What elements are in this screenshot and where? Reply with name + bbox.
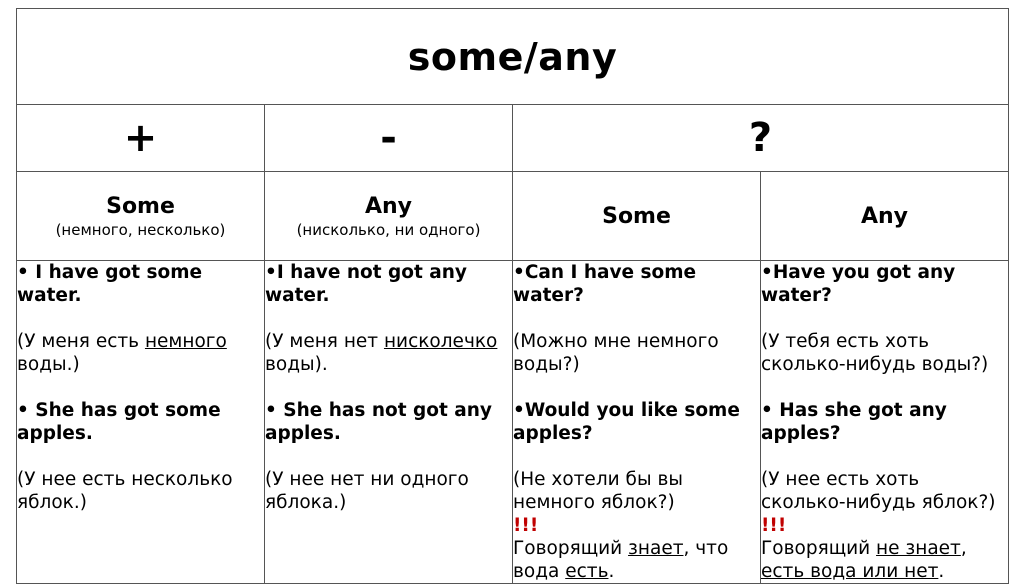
header-translation: (нисколько, ни одного) xyxy=(296,220,481,239)
example-1: •I have not got any water. xyxy=(265,262,467,306)
attention-mark: !!! xyxy=(761,515,787,536)
question-cell xyxy=(513,105,1009,172)
question-sign: ? xyxy=(748,115,773,161)
header-word: Any xyxy=(860,203,909,229)
minus-cell xyxy=(265,105,513,172)
translation-2: (У нее есть хоть сколько-нибудь яблок?) xyxy=(761,469,996,513)
example-1: •Have you got any water? xyxy=(761,262,956,306)
col3-examples xyxy=(513,261,761,584)
example-2: •Would you like some apples? xyxy=(513,400,740,444)
example-2: • She has not got any apples. xyxy=(265,400,492,444)
attention-mark: !!! xyxy=(513,515,539,536)
translation-1: (У меня есть немного воды.) xyxy=(17,331,227,375)
translation-2: (Не хотели бы вы немного яблок?) xyxy=(513,469,683,513)
translation-2: (У нее нет ни одного яблока.) xyxy=(265,469,469,513)
header-any-question xyxy=(761,172,1009,261)
speaker-note: Говорящий не знает, есть вода или нет. xyxy=(761,538,967,582)
plus-cell xyxy=(17,105,265,172)
example-2: • She has got some apples. xyxy=(17,400,221,444)
speaker-note: Говорящий знает, что вода есть. xyxy=(513,538,729,582)
header-word: Any xyxy=(364,193,413,219)
translation-1: (У меня нет нисколечко воды). xyxy=(265,331,498,375)
translation-1: (Можно мне немного воды?) xyxy=(513,331,719,375)
page-title: some/any xyxy=(407,34,618,79)
header-translation: (немного, несколько) xyxy=(55,220,226,239)
example-1: •Can I have some water? xyxy=(513,262,697,306)
title-row xyxy=(17,9,1009,105)
minus-sign: - xyxy=(380,115,397,161)
header-any-negative xyxy=(265,172,513,261)
plus-sign: + xyxy=(123,115,158,161)
col2-examples xyxy=(265,261,513,584)
header-word: Some xyxy=(106,193,175,219)
header-word: Some xyxy=(602,203,671,229)
translation-2: (У нее есть несколько яблок.) xyxy=(17,469,233,513)
col4-examples xyxy=(761,261,1009,584)
header-some-affirmative xyxy=(17,172,265,261)
example-2: • Has she got any apples? xyxy=(761,400,947,444)
example-1: • I have got some water. xyxy=(17,262,203,306)
translation-1: (У тебя есть хоть сколько-нибудь воды?) xyxy=(761,331,989,375)
some-any-table xyxy=(16,8,1009,584)
col1-examples xyxy=(17,261,265,584)
header-some-question xyxy=(513,172,761,261)
